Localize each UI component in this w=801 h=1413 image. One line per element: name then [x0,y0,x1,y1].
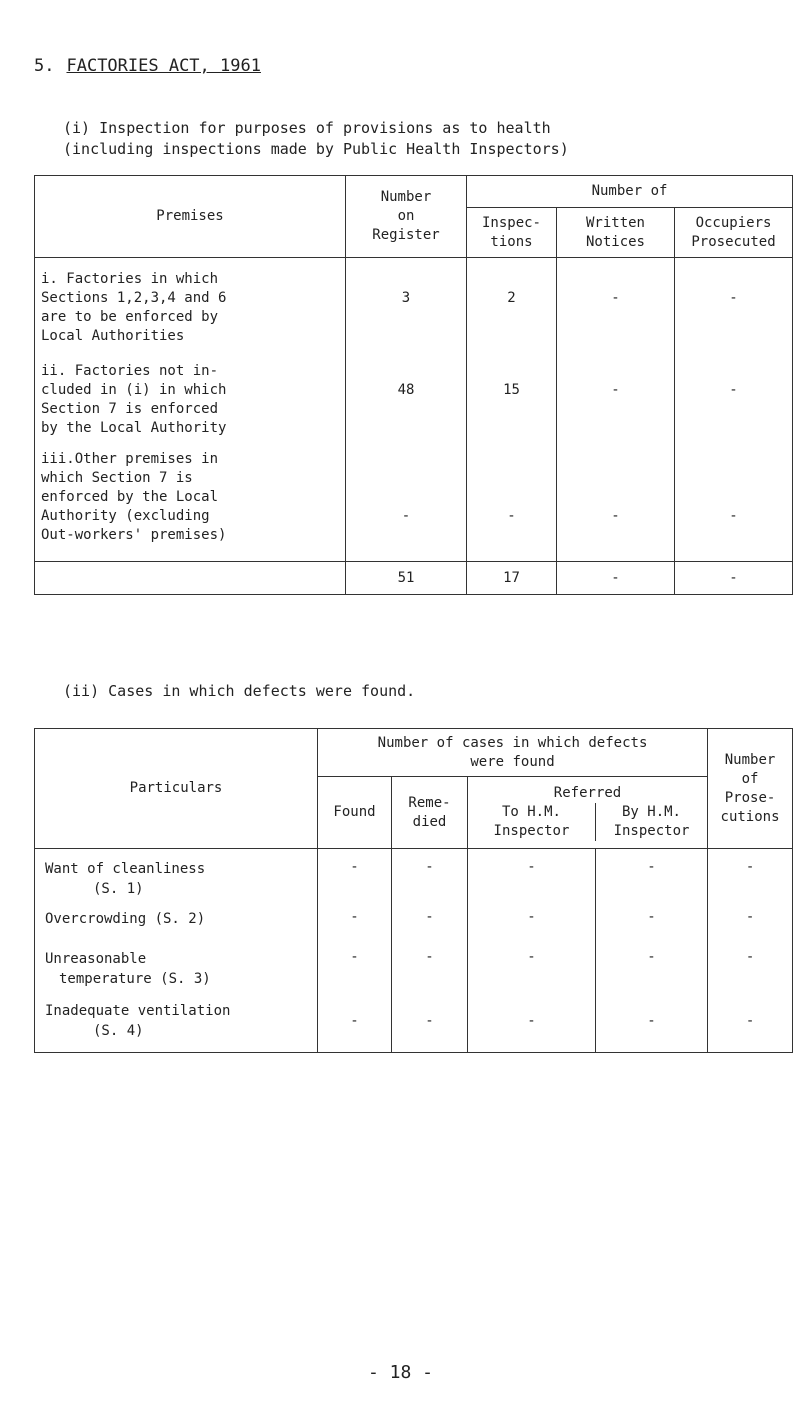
row-label: ii. Factories not in- cluded in (i) in which Section 7 is enforced by the Local Authority [35,362,346,450]
col-inspections: Inspec- tions [467,208,557,258]
col-notices: Written Notices [557,208,675,258]
section-number: 5. [34,56,55,76]
table-row: iii.Other premises in which Section 7 is enforced by the Local Authority (excluding Out-workers' premises) - - - - [35,450,793,562]
col-register: Number on Register [346,176,467,258]
col-found: Found [318,777,392,849]
col-by-hm: By H.M. Inspector [595,803,707,841]
col-remedied: Reme- died [392,777,468,849]
row-label: iii.Other premises in which Section 7 is enforced by the Local Authority (excluding Out-workers' premises) [35,450,346,562]
defects-table [34,728,793,1053]
page-number: - 18 - [367,1362,434,1383]
totals-row: 51 17 - - [35,562,793,595]
act-title: FACTORIES ACT, 1961 [66,56,261,76]
table-row: Overcrowding (S. 2) - - - - - [35,909,793,949]
col-prosecuted: Occupiers Prosecuted [675,208,793,258]
row-label: i. Factories in which Sections 1,2,3,4 and 6 are to be enforced by Local Authorities [35,258,346,362]
col-number-of: Number of [467,176,793,208]
table-row: Inadequate ventilation (S. 4) - - - - - [35,1001,793,1053]
section2-title: (ii) Cases in which defects were found. [63,682,416,700]
col-referred: Referred To H.M. Inspector By H.M. Inspector [468,777,708,849]
col-prosecutions: Number of Prose- cutions [708,729,793,849]
table-row: Want of cleanliness (S. 1) - - - - - [35,849,793,909]
inspections-table [34,175,793,595]
table-row: Unreasonable temperature (S. 3) - - - - - [35,949,793,1001]
col-cases: Number of cases in which defects were found [318,729,708,777]
table-row: ii. Factories not in- cluded in (i) in which Section 7 is enforced by the Local Authority 48 15 - - [35,362,793,450]
col-to-hm: To H.M. Inspector [493,804,570,839]
col-premises: Premises [35,176,346,258]
page-heading [34,56,261,76]
table-row: i. Factories in which Sections 1,2,3,4 and 6 are to be enforced by Local Authorities 3 2 - - [35,258,793,362]
col-particulars: Particulars [35,729,318,849]
section1-title: (i) Inspection for purposes of provisions as to health (including inspections made by Public Health Inspectors) [63,119,569,158]
